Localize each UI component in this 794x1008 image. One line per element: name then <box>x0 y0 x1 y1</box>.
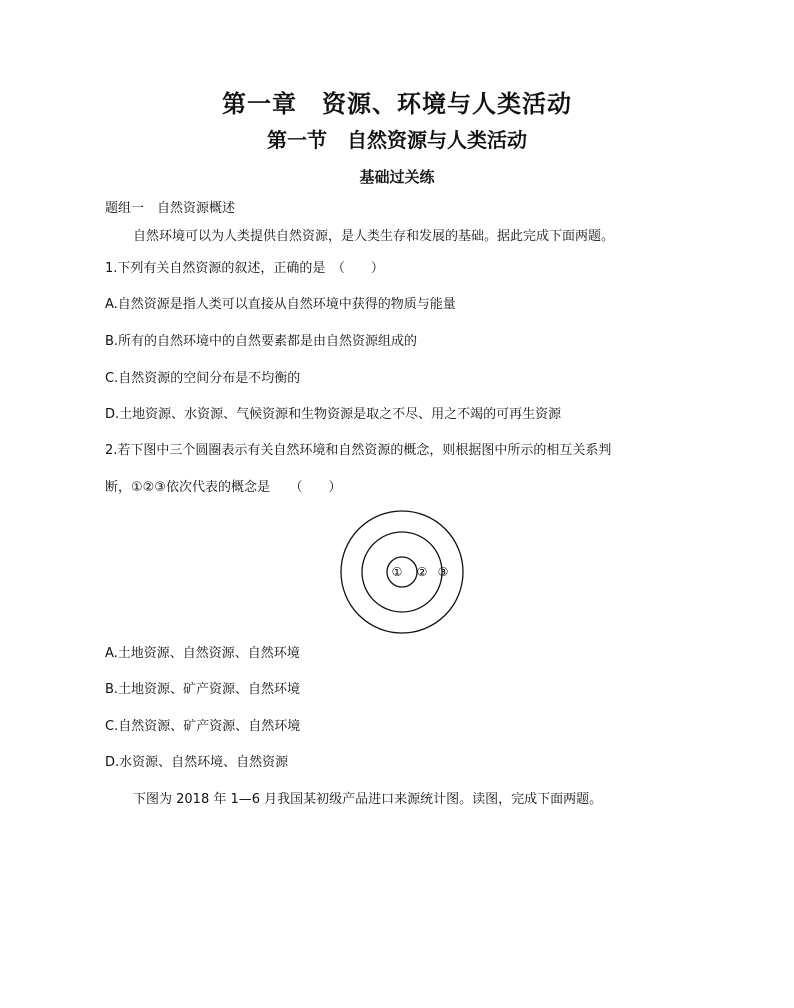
section-title: 第一节 自然资源与人类活动 <box>267 128 527 152</box>
concentric-circles-diagram <box>339 509 465 635</box>
group-intro: 自然环境可以为人类提供自然资源，是人类生存和发展的基础。据此完成下面两题。 <box>133 229 615 244</box>
question-1-stem: 1.下列有关自然资源的叙述，正确的是 （ ） <box>105 261 384 276</box>
question-2-option-d: D.水资源、自然环境、自然资源 <box>105 755 289 770</box>
question-1-option-a: A.自然资源是指人类可以直接从自然环境中获得的物质与能量 <box>105 297 456 312</box>
question-1-option-b: B.所有的自然环境中的自然要素都是由自然资源组成的 <box>105 334 418 349</box>
question-2-stem-line-2: 断，①②③依次代表的概念是 （ ） <box>105 480 342 495</box>
section-intro-2: 下图为 2018 年 1—6 月我国某初级产品进口来源统计图。读图，完成下面两题。 <box>133 792 603 807</box>
circle-label-3: ③ <box>437 565 449 579</box>
question-2-option-b: B.土地资源、矿产资源、自然环境 <box>105 682 301 697</box>
question-1-option-d: D.土地资源、水资源、气候资源和生物资源是取之不尽、用之不竭的可再生资源 <box>105 407 562 422</box>
circle-label-2: ② <box>416 565 428 579</box>
question-2-option-c: C.自然资源、矿产资源、自然环境 <box>105 719 301 734</box>
question-1-option-c: C.自然资源的空间分布是不均衡的 <box>105 371 301 386</box>
question-group-title: 题组一 自然资源概述 <box>105 201 236 216</box>
circle-label-1: ① <box>391 565 403 579</box>
question-2-option-a: A.土地资源、自然资源、自然环境 <box>105 646 300 661</box>
chapter-title: 第一章 资源、环境与人类活动 <box>222 90 572 118</box>
practice-title: 基础过关练 <box>359 168 435 186</box>
question-2-stem-line-1: 2.若下图中三个圆圈表示有关自然环境和自然资源的概念，则根据图中所示的相互关系判 <box>105 443 612 458</box>
